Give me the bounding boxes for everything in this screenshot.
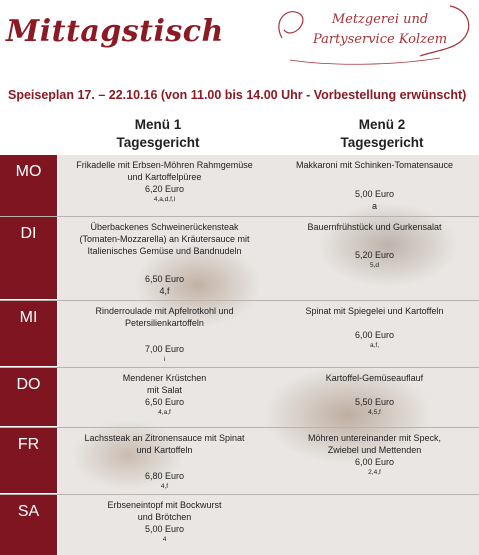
brand-line-2: Partyservice Kolzem <box>312 32 448 47</box>
additive-codes: 4,5,f <box>368 409 381 416</box>
table-row <box>0 301 479 367</box>
menu-1-header <box>68 116 248 152</box>
price: 7,00 Euro <box>144 344 185 354</box>
dish-text: Frikadelle mit Erbsen-Möhren Rahmgemüse und Kartoffelpüree <box>76 160 253 182</box>
price: 6,80 Euro <box>144 471 185 481</box>
day-label: DI <box>0 217 57 299</box>
menu-2-cell <box>272 428 477 477</box>
additive-codes: 4,f <box>160 483 169 490</box>
dish-text: Spinat mit Spiegelei und Kartoffeln <box>305 306 444 316</box>
price: 5,20 Euro <box>354 250 395 260</box>
table-row <box>0 368 479 427</box>
price: 6,20 Euro <box>144 184 185 194</box>
dish-text: Überbackenes Schweinerückensteak (Tomaten-Mozzarella) an Kräutersauce mit Italienisches Gemüse und Bandnudeln <box>79 222 250 256</box>
menu-2-cell <box>272 368 477 417</box>
menu-1-cell <box>62 368 267 417</box>
price: 6,00 Euro <box>354 457 395 467</box>
additive-codes: 2,4,f <box>368 469 381 476</box>
price: 6,00 Euro <box>354 330 395 340</box>
dish-text: Möhren untereinander mit Speck, Zwiebel und Mettenden <box>307 433 442 455</box>
schedule-subtitle: Speiseplan 17. – 22.10.16 (von 11.00 bis 14.00 Uhr - Vorbestellung erwünscht) <box>8 88 467 102</box>
price: 5,00 Euro <box>144 524 185 534</box>
menu-1-sub: Tagesgericht <box>116 135 200 150</box>
day-label: SA <box>0 495 57 555</box>
dish-text: Erbseneintopf mit Bockwurst und Brötchen <box>107 500 222 522</box>
day-label: MI <box>0 301 57 366</box>
dish-text: Lachssteak an Zitronensauce mit Spinat und Kartoffeln <box>84 433 245 455</box>
price: 6,50 Euro <box>144 274 185 284</box>
dish-text: Rinderroulade mit Apfelrotkohl und Petersilienkartoffeln <box>95 306 234 328</box>
day-label: MO <box>0 155 57 216</box>
menu-1-cell <box>62 495 267 544</box>
page-title: Mittagstisch <box>6 14 224 49</box>
menu-1-cell <box>62 301 267 364</box>
menu-2-name: Menü 2 <box>358 117 406 132</box>
menu-2-sub: Tagesgericht <box>340 135 424 150</box>
additive-codes: 4,a,d,f,l <box>153 196 176 203</box>
menu-grid <box>0 155 479 555</box>
menu-1-name: Menü 1 <box>134 117 182 132</box>
additive-codes: 5,d <box>369 262 380 269</box>
price: 5,50 Euro <box>354 397 395 407</box>
additive-codes: i <box>163 356 166 363</box>
header <box>0 0 479 86</box>
day-label: FR <box>0 428 57 493</box>
menu-1-cell <box>62 155 267 204</box>
menu-2-cell <box>272 495 477 499</box>
price: 5,00 Euro <box>354 189 395 199</box>
table-row <box>0 155 479 217</box>
additive-codes: 4,a,f <box>158 409 171 416</box>
menu-1-cell <box>62 428 267 491</box>
menu-2-cell <box>272 155 477 212</box>
price: 6,50 Euro <box>144 397 185 407</box>
brand-line-1: Metzgerei und <box>331 12 429 27</box>
table-row <box>0 495 479 555</box>
menu-2-cell <box>272 217 477 270</box>
dish-text: Bauernfrühstück und Gurkensalat <box>307 222 442 232</box>
menu-2-header <box>292 116 472 152</box>
additive-codes: a,f, <box>369 342 380 349</box>
additive-codes: 4,f <box>159 286 170 296</box>
menu-2-cell <box>272 301 477 350</box>
day-label: DO <box>0 368 57 426</box>
menu-1-cell <box>62 217 267 297</box>
brand-logo <box>300 10 460 50</box>
additive-codes: 4 <box>162 536 167 543</box>
table-row <box>0 428 479 494</box>
table-row <box>0 217 479 300</box>
dish-text: Kartoffel-Gemüseauflauf <box>325 373 424 383</box>
dish-text: Makkaroni mit Schinken-Tomatensauce <box>295 160 454 170</box>
dish-text: Mendener Krüstchen mit Salat <box>122 373 207 395</box>
additive-codes: a <box>371 201 377 211</box>
